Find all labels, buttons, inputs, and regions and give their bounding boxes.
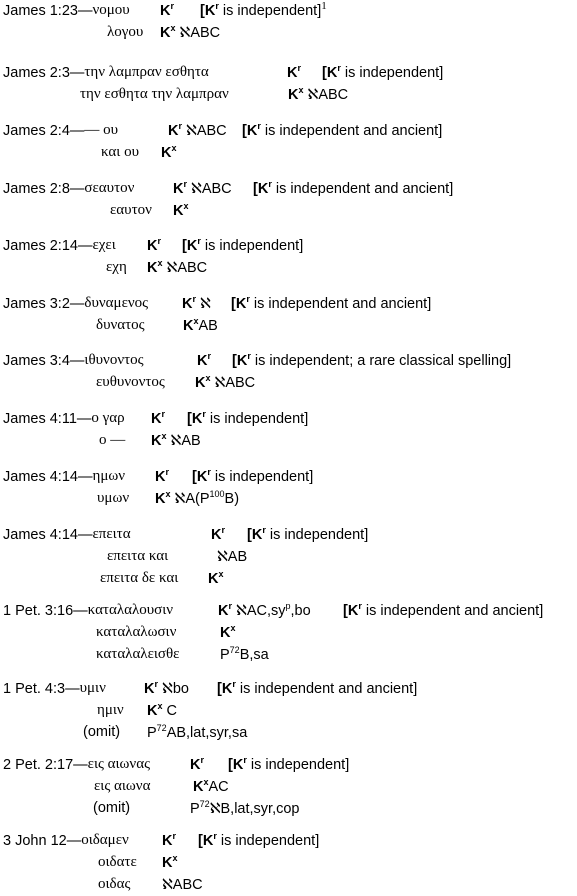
witness-siglum-K: K bbox=[144, 681, 155, 697]
variant-reading: εις αιωνας bbox=[87, 756, 151, 772]
variant-reading: επειτα bbox=[92, 526, 131, 542]
variant-reading: σεαυτον bbox=[84, 180, 135, 196]
witness-sigla: AB bbox=[198, 318, 218, 334]
verse-reference bbox=[3, 3, 92, 19]
witness-siglum-superscript: x bbox=[298, 85, 304, 95]
witness-siglum-superscript: r bbox=[154, 679, 158, 689]
witness-list bbox=[147, 260, 207, 276]
witness-sigla: ℵAB bbox=[217, 549, 248, 565]
witness-siglum-K: K bbox=[220, 625, 231, 641]
verse-reference-text: James 3:4 bbox=[3, 353, 70, 369]
witness-list bbox=[173, 203, 189, 219]
verse-reference bbox=[3, 527, 92, 543]
witness-sigla-continued: B,sa bbox=[239, 647, 269, 663]
note-text: is independent; a rare classical spelling] bbox=[250, 353, 512, 369]
witness-siglum-K: K bbox=[168, 123, 179, 139]
note-siglum-superscript: r bbox=[215, 1, 219, 11]
witness-list bbox=[162, 855, 178, 871]
note-siglum-superscript: r bbox=[268, 179, 272, 189]
witness-siglum-superscript: r bbox=[172, 831, 176, 841]
witness-siglum-superscript: r bbox=[178, 121, 182, 131]
note-text: is independent] bbox=[216, 833, 320, 849]
witness-siglum-K: K bbox=[173, 203, 184, 219]
em-dash: — bbox=[69, 181, 85, 197]
witness-siglum-K: K bbox=[173, 181, 184, 197]
note-siglum-superscript: r bbox=[358, 601, 362, 611]
witness-siglum-superscript: x bbox=[161, 431, 167, 441]
witness-siglum-K: K bbox=[195, 375, 206, 391]
witness-siglum-superscript: x bbox=[193, 316, 199, 326]
note-siglum-superscript: r bbox=[257, 121, 261, 131]
em-dash: — bbox=[76, 411, 92, 427]
verse-reference bbox=[3, 353, 84, 369]
variant-reading: οιδατε bbox=[98, 854, 137, 870]
variant-reading: και ου bbox=[101, 144, 139, 160]
note-text: is independent] bbox=[265, 527, 369, 543]
variant-note bbox=[253, 181, 453, 197]
variant-reading: καταλαλωσιν bbox=[96, 624, 177, 640]
em-dash: — bbox=[77, 527, 93, 543]
variant-reading: — ου bbox=[84, 122, 119, 138]
witness-list bbox=[168, 123, 227, 139]
witness-list bbox=[220, 647, 269, 663]
witness-list bbox=[220, 625, 236, 641]
note-siglum-superscript: r bbox=[246, 294, 250, 304]
variant-reading: ημων bbox=[92, 468, 126, 484]
witness-siglum-K: K bbox=[182, 296, 193, 312]
witness-sigla: ℵABC bbox=[210, 375, 256, 391]
witness-sigla: ℵbo bbox=[158, 681, 189, 697]
witness-sigla: AC bbox=[208, 779, 229, 795]
witness-list bbox=[211, 527, 225, 543]
witness-siglum-superscript: r bbox=[221, 525, 225, 535]
witness-siglum-K: K bbox=[162, 855, 173, 871]
variant-reading: νομου bbox=[92, 2, 130, 18]
witness-siglum-K: K bbox=[287, 65, 298, 81]
em-dash: — bbox=[66, 833, 82, 849]
witness-siglum-superscript: x bbox=[230, 623, 236, 633]
witness-sigla: ℵA(P bbox=[170, 491, 210, 507]
papyrus-superscript: p bbox=[285, 601, 291, 611]
note-text: is independent] bbox=[200, 238, 304, 254]
variant-reading: εαυτον bbox=[110, 202, 152, 218]
variant-note bbox=[182, 238, 303, 254]
note-text: is independent and ancient] bbox=[271, 181, 454, 197]
variant-reading: καταλαλουσιν bbox=[87, 602, 174, 618]
witness-siglum-superscript: x bbox=[218, 569, 224, 579]
em-dash: — bbox=[69, 296, 85, 312]
witness-sigla: ℵABC bbox=[175, 25, 221, 41]
witness-siglum-superscript: x bbox=[205, 373, 211, 383]
em-dash: — bbox=[73, 757, 88, 773]
note-siglum-K: [K bbox=[322, 65, 338, 81]
witness-siglum-K: K bbox=[162, 833, 173, 849]
witness-siglum-superscript: x bbox=[203, 777, 209, 787]
note-siglum-superscript: r bbox=[197, 236, 201, 246]
witness-list bbox=[151, 433, 201, 449]
variant-note bbox=[232, 353, 511, 369]
witness-siglum-K: K bbox=[197, 353, 208, 369]
variant-note bbox=[228, 757, 349, 773]
verse-reference bbox=[3, 65, 84, 81]
papyrus-superscript: 100 bbox=[209, 489, 225, 499]
variant-reading: εχη bbox=[106, 259, 127, 275]
em-dash: — bbox=[69, 353, 85, 369]
verse-reference-text: James 4:14 bbox=[3, 527, 78, 543]
variant-reading: ο γαρ bbox=[91, 410, 125, 426]
witness-siglum-superscript: x bbox=[172, 853, 178, 863]
em-dash: — bbox=[77, 469, 93, 485]
note-siglum-K: [K bbox=[247, 527, 263, 543]
variant-reading: επειτα δε και bbox=[100, 570, 179, 586]
witness-sigla-continued: AB,lat,syr,sa bbox=[166, 725, 248, 741]
em-dash: — bbox=[77, 3, 93, 19]
verse-reference-text: James 2:4 bbox=[3, 123, 70, 139]
note-siglum-K: [K bbox=[253, 181, 269, 197]
variant-note bbox=[198, 833, 319, 849]
witness-list bbox=[197, 353, 211, 369]
variant-note bbox=[187, 411, 308, 427]
verse-reference-text: 3 John 12 bbox=[3, 833, 67, 849]
witness-siglum-K: K bbox=[161, 145, 172, 161]
papyrus-superscript: 72 bbox=[199, 799, 210, 809]
witness-siglum-superscript: x bbox=[183, 201, 189, 211]
witness-sigla-continued: B) bbox=[224, 491, 240, 507]
witness-list bbox=[160, 25, 220, 41]
variant-note bbox=[231, 296, 431, 312]
verse-reference-text: 1 Pet. 3:16 bbox=[3, 603, 74, 619]
witness-siglum-K: K bbox=[147, 238, 158, 254]
witness-list bbox=[147, 725, 247, 741]
variant-note bbox=[322, 65, 443, 81]
papyrus-superscript: 72 bbox=[156, 723, 167, 733]
verse-reference bbox=[3, 681, 80, 697]
witness-list bbox=[155, 469, 169, 485]
note-text: is independent] bbox=[210, 469, 314, 485]
witness-list bbox=[162, 833, 176, 849]
variant-reading: λογου bbox=[107, 24, 144, 40]
witness-siglum-K: K bbox=[211, 527, 222, 543]
witness-sigla: ℵAC,sy bbox=[232, 603, 286, 619]
verse-reference bbox=[3, 123, 84, 139]
note-siglum-superscript: r bbox=[202, 409, 206, 419]
witness-siglum-superscript: r bbox=[192, 294, 196, 304]
variant-reading: την λαμπραν εσθητα bbox=[84, 64, 209, 80]
verse-reference bbox=[3, 181, 84, 197]
witness-siglum-superscript: r bbox=[200, 755, 204, 765]
witness-list bbox=[190, 757, 204, 773]
note-siglum-K: [K bbox=[228, 757, 244, 773]
witness-list bbox=[287, 65, 301, 81]
verse-reference-text: James 2:3 bbox=[3, 65, 70, 81]
verse-reference-text: James 4:14 bbox=[3, 469, 78, 485]
witness-list bbox=[173, 181, 232, 197]
papyrus-superscript: 72 bbox=[229, 645, 240, 655]
witness-siglum-K: K bbox=[155, 469, 166, 485]
witness-siglum-K: K bbox=[147, 260, 158, 276]
note-text: is independent and ancient] bbox=[361, 603, 544, 619]
verse-reference-text: James 4:11 bbox=[3, 411, 77, 427]
witness-sigla-continued: ℵB,lat,syr,cop bbox=[209, 801, 300, 817]
variant-reading: ιθυνοντος bbox=[84, 352, 144, 368]
witness-siglum-K: K bbox=[147, 703, 158, 719]
em-dash: — bbox=[73, 603, 88, 619]
witness-list bbox=[160, 3, 174, 19]
note-text: is independent and ancient] bbox=[260, 123, 443, 139]
note-siglum-superscript: r bbox=[337, 63, 341, 73]
variant-reading: ημιν bbox=[97, 702, 124, 718]
witness-siglum-superscript: r bbox=[228, 601, 232, 611]
witness-list bbox=[151, 411, 165, 427]
witness-sigla: ℵABC bbox=[303, 87, 349, 103]
witness-sigla-continued: ,bo bbox=[290, 603, 311, 619]
witness-list bbox=[195, 375, 255, 391]
variant-note bbox=[242, 123, 442, 139]
verse-reference bbox=[3, 833, 81, 849]
variant-reading: οιδαμεν bbox=[81, 832, 129, 848]
witness-siglum-superscript: x bbox=[157, 701, 163, 711]
em-dash: — bbox=[69, 65, 85, 81]
witness-list bbox=[161, 145, 177, 161]
em-dash: — bbox=[69, 123, 85, 139]
verse-reference bbox=[3, 296, 84, 312]
witness-list bbox=[182, 296, 211, 312]
witness-sigla: C bbox=[162, 703, 177, 719]
witness-siglum-K: K bbox=[190, 757, 201, 773]
variant-reading: ευθυνοντος bbox=[96, 374, 165, 390]
note-text: is independent] bbox=[340, 65, 444, 81]
witness-list bbox=[155, 491, 239, 507]
verse-reference bbox=[3, 238, 92, 254]
witness-sigla: ℵABC bbox=[162, 877, 203, 893]
witness-siglum-superscript: r bbox=[297, 63, 301, 73]
witness-list bbox=[144, 681, 189, 697]
verse-reference bbox=[3, 757, 88, 773]
note-siglum-K: [K bbox=[217, 681, 233, 697]
witness-siglum-K: K bbox=[183, 318, 194, 334]
witness-list bbox=[218, 603, 311, 619]
witness-sigla: P bbox=[220, 647, 230, 663]
witness-siglum-K: K bbox=[193, 779, 204, 795]
witness-siglum-K: K bbox=[160, 3, 171, 19]
witness-list bbox=[190, 801, 299, 817]
verse-reference-text: James 1:23 bbox=[3, 3, 78, 19]
witness-sigla: ℵ bbox=[196, 296, 211, 312]
note-siglum-K: [K bbox=[198, 833, 214, 849]
witness-siglum-superscript: x bbox=[157, 258, 163, 268]
variant-reading: εχει bbox=[92, 237, 116, 253]
witness-sigla: ℵAB bbox=[166, 433, 201, 449]
verse-reference-text: James 2:8 bbox=[3, 181, 70, 197]
witness-sigla: P bbox=[147, 725, 157, 741]
note-siglum-superscript: r bbox=[232, 679, 236, 689]
witness-siglum-K: K bbox=[151, 433, 162, 449]
witness-siglum-superscript: r bbox=[165, 467, 169, 477]
witness-siglum-superscript: x bbox=[170, 23, 176, 33]
verse-reference-text: James 2:14 bbox=[3, 238, 78, 254]
witness-list bbox=[208, 571, 224, 587]
witness-siglum-K: K bbox=[288, 87, 299, 103]
verse-reference-text: 2 Pet. 2:17 bbox=[3, 757, 74, 773]
variant-note bbox=[192, 469, 313, 485]
verse-reference bbox=[3, 603, 88, 619]
variant-reading: δυνατος bbox=[96, 317, 145, 333]
witness-siglum-superscript: x bbox=[165, 489, 171, 499]
note-text: is independent] bbox=[205, 411, 309, 427]
witness-siglum-superscript: x bbox=[171, 143, 177, 153]
variant-reading: (omit) bbox=[93, 800, 131, 816]
note-siglum-superscript: r bbox=[243, 755, 247, 765]
variant-reading: επειτα και bbox=[107, 548, 169, 564]
footnote-marker[interactable]: 1 bbox=[321, 0, 327, 12]
note-siglum-superscript: r bbox=[207, 467, 211, 477]
variant-reading: εις αιωνα bbox=[94, 778, 151, 794]
note-text: is independent] bbox=[246, 757, 350, 773]
variant-reading: (omit) bbox=[83, 724, 121, 740]
variant-note bbox=[343, 603, 543, 619]
note-text: is independent and ancient] bbox=[235, 681, 418, 697]
witness-list bbox=[162, 877, 203, 893]
note-siglum-K: [K bbox=[187, 411, 203, 427]
variant-reading: την εσθητα την λαμπραν bbox=[80, 86, 229, 102]
witness-sigla: ℵABC bbox=[187, 181, 232, 197]
note-siglum-K: [K bbox=[232, 353, 248, 369]
verse-reference bbox=[3, 411, 91, 427]
note-siglum-K: [K bbox=[200, 3, 216, 19]
witness-list bbox=[183, 318, 218, 334]
witness-siglum-K: K bbox=[155, 491, 166, 507]
witness-list bbox=[147, 703, 177, 719]
witness-siglum-K: K bbox=[208, 571, 219, 587]
verse-reference-text: James 3:2 bbox=[3, 296, 70, 312]
witness-siglum-superscript: r bbox=[183, 179, 187, 189]
variant-reading: καταλαλεισθε bbox=[96, 646, 180, 662]
witness-siglum-superscript: r bbox=[170, 1, 174, 11]
variant-note bbox=[247, 527, 368, 543]
witness-list bbox=[193, 779, 229, 795]
witness-sigla: P bbox=[190, 801, 200, 817]
witness-siglum-superscript: r bbox=[207, 351, 211, 361]
variant-reading: υμιν bbox=[79, 680, 106, 696]
note-text: is independent and ancient] bbox=[249, 296, 432, 312]
witness-list bbox=[147, 238, 161, 254]
verse-reference bbox=[3, 469, 92, 485]
note-siglum-K: [K bbox=[231, 296, 247, 312]
witness-siglum-superscript: r bbox=[161, 409, 165, 419]
variant-reading: οιδας bbox=[98, 876, 131, 892]
witness-list bbox=[217, 549, 247, 565]
witness-list bbox=[288, 87, 348, 103]
note-siglum-K: [K bbox=[192, 469, 208, 485]
variant-reading: ο — bbox=[99, 432, 126, 448]
witness-siglum-K: K bbox=[160, 25, 171, 41]
note-siglum-K: [K bbox=[343, 603, 359, 619]
note-siglum-superscript: r bbox=[262, 525, 266, 535]
note-siglum-K: [K bbox=[242, 123, 258, 139]
witness-siglum-K: K bbox=[218, 603, 229, 619]
witness-siglum-K: K bbox=[151, 411, 162, 427]
note-siglum-superscript: r bbox=[213, 831, 217, 841]
verse-reference-text: 1 Pet. 4:3 bbox=[3, 681, 66, 697]
variant-reading: δυναμενος bbox=[84, 295, 149, 311]
variant-reading: υμων bbox=[97, 490, 130, 506]
note-siglum-K: [K bbox=[182, 238, 198, 254]
note-siglum-superscript: r bbox=[247, 351, 251, 361]
em-dash: — bbox=[77, 238, 93, 254]
variant-note bbox=[217, 681, 417, 697]
variant-note bbox=[200, 0, 327, 19]
note-text: is independent] bbox=[218, 3, 322, 19]
em-dash: — bbox=[65, 681, 80, 697]
witness-siglum-superscript: r bbox=[157, 236, 161, 246]
witness-sigla: ℵABC bbox=[182, 123, 227, 139]
witness-sigla: ℵABC bbox=[162, 260, 208, 276]
